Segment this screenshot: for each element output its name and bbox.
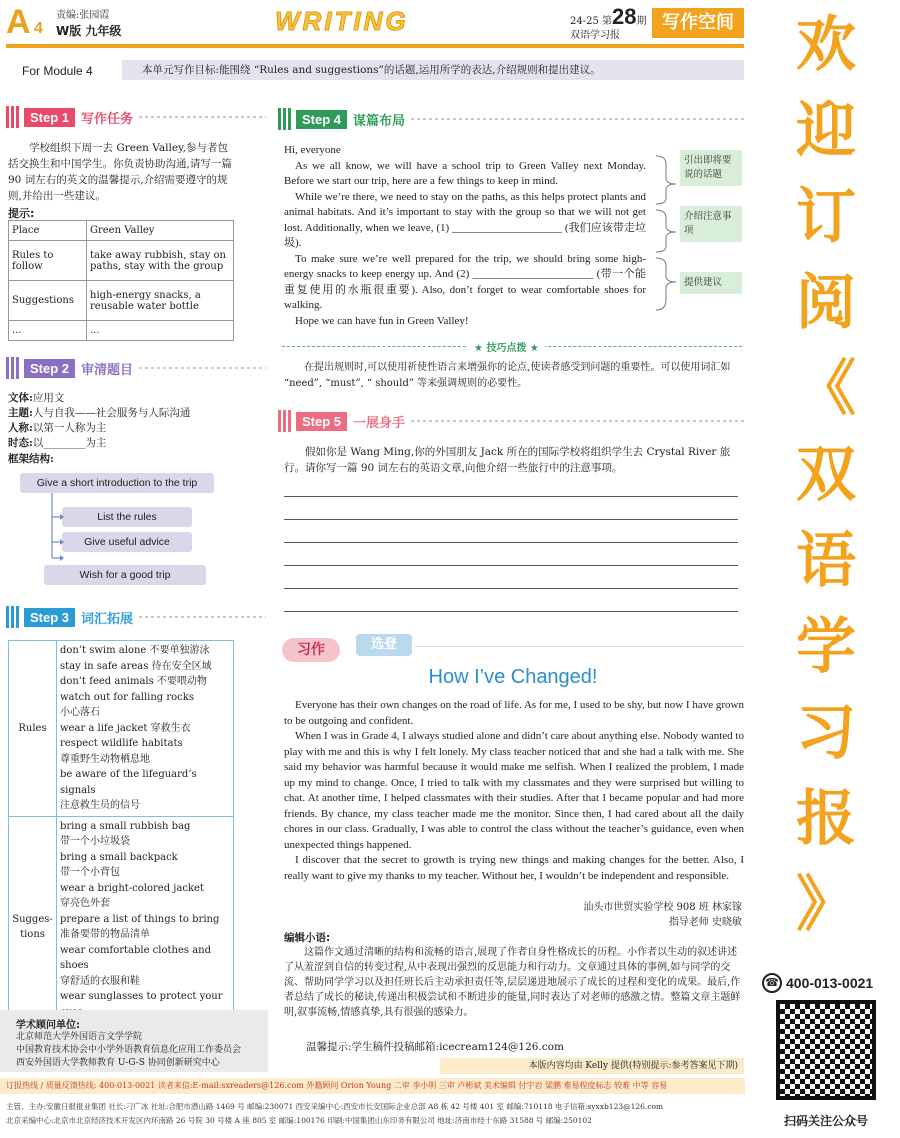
- rules-list: [57, 641, 234, 817]
- subscribe-char: 语: [796, 526, 856, 596]
- footer-publisher: 主管、主办:安徽日报报业集团 社长:刁广冰 社址:合肥市潜山路 1469 号 邮编:230071 西安采编中心:西安市长安国际企业总部 A8 栋 42 号楼 401 室 邮编:710118 电子信箱:syxxb123@126.com 北京采编中心:北京市北京经济技术开发区内环南路 26 号院 30 号楼 A 座 805 室 邮编:100176 印刷:中国集团山东印务有限公司 地址:济南市经十东路 31588 号 邮编:250102: [6, 1102, 664, 1125]
- outline-tag-advice: 提供建议: [680, 272, 742, 294]
- tip-title: ★ 技巧点拨 ★: [468, 339, 545, 354]
- essay-tag-1: 习作: [282, 638, 340, 662]
- genre-row: 文体:应用文: [8, 392, 65, 404]
- rule-item: don’t feed animals 不要喂动物: [60, 676, 207, 687]
- outline-tag-topic: 引出即将要说的话题: [680, 150, 742, 186]
- rule-item: wear a life jacket 穿救生衣: [60, 722, 191, 734]
- paper-name: 双语学习报: [570, 30, 620, 41]
- flow-step-wish: Wish for a good trip: [44, 565, 206, 585]
- subscribe-char: 《: [796, 354, 856, 424]
- subscribe-char: 阅: [796, 268, 856, 338]
- step5-task: 假如你是 Wang Ming,你的外国朋友 Jack 所在的国际学校将组织学生去 Crystal River 旅行。请你写一篇 90 词左右的英语文章,向他介绍一些旅行中的注意事项。: [284, 446, 731, 474]
- step2-header: Step 2 审清题目: [6, 357, 266, 379]
- sugg-item: 穿亮色外套: [60, 898, 110, 909]
- essay-tag-2: 选登: [356, 634, 412, 656]
- rule-item: stay in safe areas 待在安全区域: [60, 660, 212, 672]
- header-divider: [6, 44, 744, 48]
- subscribe-char: 学: [796, 612, 856, 682]
- flow-step-advice: Give useful advice: [62, 532, 192, 552]
- footer-hotline: 订报热线 / 质量反馈热线: 400-013-0021 读者来信:E-mail:sxreaders@126.com 外籍顾问 Orion Young 二审 李小明 三审 卢彬斌 美术编辑 付宇岩 梁鹏 难易程度标志 较难 中等 容易: [0, 1078, 745, 1094]
- phone-row: ☎ 400-013-0021: [762, 972, 900, 994]
- editor-name: 责编:张园霞: [56, 10, 110, 21]
- outline-tag-rules: 介绍注意事项: [680, 206, 742, 242]
- rule-item: be aware of the lifeguard’s signals: [60, 769, 197, 796]
- step1-header: Step 1 写作任务: [6, 106, 266, 128]
- sugg-item: bring a small rubbish bag: [60, 820, 191, 832]
- submit-note: 温馨提示:学生稿件投稿邮箱:icecream124@126.com: [306, 1041, 564, 1053]
- phone-icon: ☎: [762, 973, 782, 993]
- step4-letter: Hi, everyone As we all know, we will have a school trip to Green Valley next Monday. Before we start our trip, here are a few things to keep in mind. While we’re there, we need to stay on the paths, as this helps protect plants and animal habitats. And it’s important to stay with the group so that we will not get lost. Additionally, when we leave, (1) ____________________ (我们应该带走垃圾). To make sure we’re well prepared for the trip, we should bring some high-energy snacks to keep energy up. And (2) ______________________ (带一个能重复使用的水瓶很重要). Also, don’t forget to wear comfortable shoes for walking. Hope we can have fun in Green Valley!: [284, 144, 646, 327]
- rule-item: don’t swim alone 不要单独游泳: [60, 645, 210, 656]
- vocab-table: [8, 640, 234, 1039]
- comment-text: 这篇作文通过清晰的结构和流畅的语言,展现了作者自身性格成长的历程。小作者以生动的叙述讲述了从羞涩到自信的转变过程,从中表现出强烈的反思能力和行动力。文章通过具体的事例,如与同学的交流、帮助同学学习以及担任班长后主动承担责任等,层层递进地展示了成长的过程和变化的成果。最后,作者总结了成长的秘诀,传递出积极尝试和不断进步的能量,同时表达了对老师的感激之情。整篇文章主题鲜明,叙事流畅,情感真挚,具有很强的感染力。: [284, 947, 741, 1018]
- writing-goal: 本单元写作目标:能围绕 “Rules and suggestions”的话题,运用所学的表达,介绍规则和提出建议。: [122, 60, 744, 80]
- sugg-item: wear sunglasses to protect your: [60, 991, 223, 1002]
- sugg-item: 带一个小背包: [60, 867, 120, 878]
- step5-header: Step 5 一展身手: [278, 410, 744, 432]
- subscribe-char: 习: [796, 698, 856, 768]
- subscribe-char: 订: [796, 182, 856, 252]
- step1-hint-label: 提示:: [8, 207, 35, 220]
- sugg-item: wear comfortable clothes and shoes: [60, 944, 211, 971]
- step1-task: 学校组织下周一去 Green Valley,参与者包括交换生和中国学生。你负责协助沟通,请写一篇 90 词左右的英文的温馨提示,介绍需要遵守的规则,并给出一些建议。: [8, 142, 232, 202]
- logo-number: 4: [34, 20, 43, 37]
- sugg-item: bring a small backpack: [60, 851, 178, 863]
- flow-step-intro: Give a short introduction to the trip: [20, 473, 214, 493]
- suggestions-list: [57, 816, 234, 1038]
- tense-row: 时态:以________为主: [8, 437, 107, 449]
- essay-body: Everyone has their own changes on the road of life. As for me, I used to be shy, but now I have grown to be outgoing and confident. When I was in Grade 4, I always studied alone and didn’t care about anything else. Nobody wanted to play with me and this is why I felt lonely. My class teacher noticed that and she had a talk with me. She said my behavior was harmful because it would make me selfish. When I realized the problem, I made up my mind to change. Once, I tried to talk with my classmates and they were surprised but willing to chat. At another time, I helped classmates with their studies. After that I became popular and had more friends. By chance, my class teacher made me the monitor. Since then, I had cared about all the daily chores in our class. Gradually, I was able to control the class without the teacher’s guidance, even when unexpected things happened. I discover that the secret to growth is trying new things and making changes for the better. Also, I really want to give my thanks to my teacher. Without her, I wouldn’t be independent and responsible.: [284, 699, 744, 882]
- essay-title: How I’ve Changed!: [428, 666, 598, 688]
- provider-note: 本版内容均由 Kelly 提供(特别提示:参考答案见下期): [440, 1058, 744, 1074]
- rule-item: watch out for falling rocks: [60, 691, 194, 703]
- qr-caption: 扫码关注公众号: [783, 1114, 868, 1128]
- step1-table: Place Green Valley Rules to follow take away rubbish, stay on paths, stay with the group Suggestions high-energy snacks, a reusable water bottle ... ...: [8, 220, 234, 341]
- sugg-item: 准备要带的物品清单: [60, 929, 150, 940]
- edition-label: W版 九年级: [56, 24, 122, 38]
- subscribe-char: 》: [796, 870, 856, 940]
- sugg-label: Sugges-tions: [9, 816, 57, 1038]
- advisor-list: 北京师范大学外国语言文学学院 中国教育技术协会中小学外语教育信息化应用工作委员会 西安外国语大学教师教育 U-G-S 协同创新研究中心: [16, 1032, 242, 1068]
- essay-author: 汕头市世贸实验学校 908 班 林家镓: [583, 902, 742, 913]
- sugg-item: 穿舒适的衣服和鞋: [60, 975, 140, 987]
- answer-lines[interactable]: [284, 496, 738, 612]
- subscribe-char: 双: [796, 440, 856, 510]
- rule-item: respect wildlife habitats: [60, 738, 183, 749]
- flow-step-rules: List the rules: [62, 507, 192, 527]
- writing-title: WRITING: [275, 6, 409, 36]
- rules-label: Rules: [9, 641, 57, 817]
- issue-info: 24-25 第28期: [570, 4, 647, 29]
- person-row: 人称:以第一人称为主: [8, 422, 107, 434]
- tip-text: 在提出规则时,可以使用祈使性语言来增强你的论点,使读者感受到问题的重要性。可以使用词汇如 “need”, “must”, “ should” 等来强调规则的必要性。: [284, 362, 731, 389]
- rule-item: 小心落石: [60, 707, 100, 718]
- logo-letter: A: [6, 3, 31, 41]
- section-badge: 写作空间: [652, 8, 744, 38]
- rule-item: 注意救生员的信号: [60, 800, 140, 811]
- advisor-title: 学术顾问单位:: [16, 1020, 80, 1031]
- flow-connector: [40, 490, 70, 570]
- essay-header-line: [414, 646, 744, 647]
- rule-item: 尊重野生动物栖息地: [60, 753, 150, 765]
- subscribe-char: 迎: [796, 96, 856, 166]
- sugg-item: 带一个小垃圾袋: [60, 836, 130, 847]
- sugg-item: prepare a list of things to bring: [60, 913, 220, 925]
- qr-code[interactable]: [776, 1000, 876, 1100]
- frame-label: 框架结构:: [8, 453, 54, 465]
- step3-header: Step 3 词汇拓展: [6, 606, 266, 628]
- subscribe-panel: [752, 0, 900, 965]
- comment-title: 编辑小语:: [284, 932, 331, 944]
- essay-teacher: 指导老师 史晓敏: [668, 917, 742, 928]
- module-label: For Module 4: [22, 64, 93, 78]
- subscribe-char: 欢: [796, 10, 856, 80]
- theme-row: 主题:人与自我——社会服务与人际沟通: [8, 407, 191, 419]
- step4-header: Step 4 谋篇布局: [278, 108, 744, 130]
- subscribe-char: 报: [796, 784, 856, 854]
- sugg-item: wear a bright-colored jacket: [60, 882, 204, 894]
